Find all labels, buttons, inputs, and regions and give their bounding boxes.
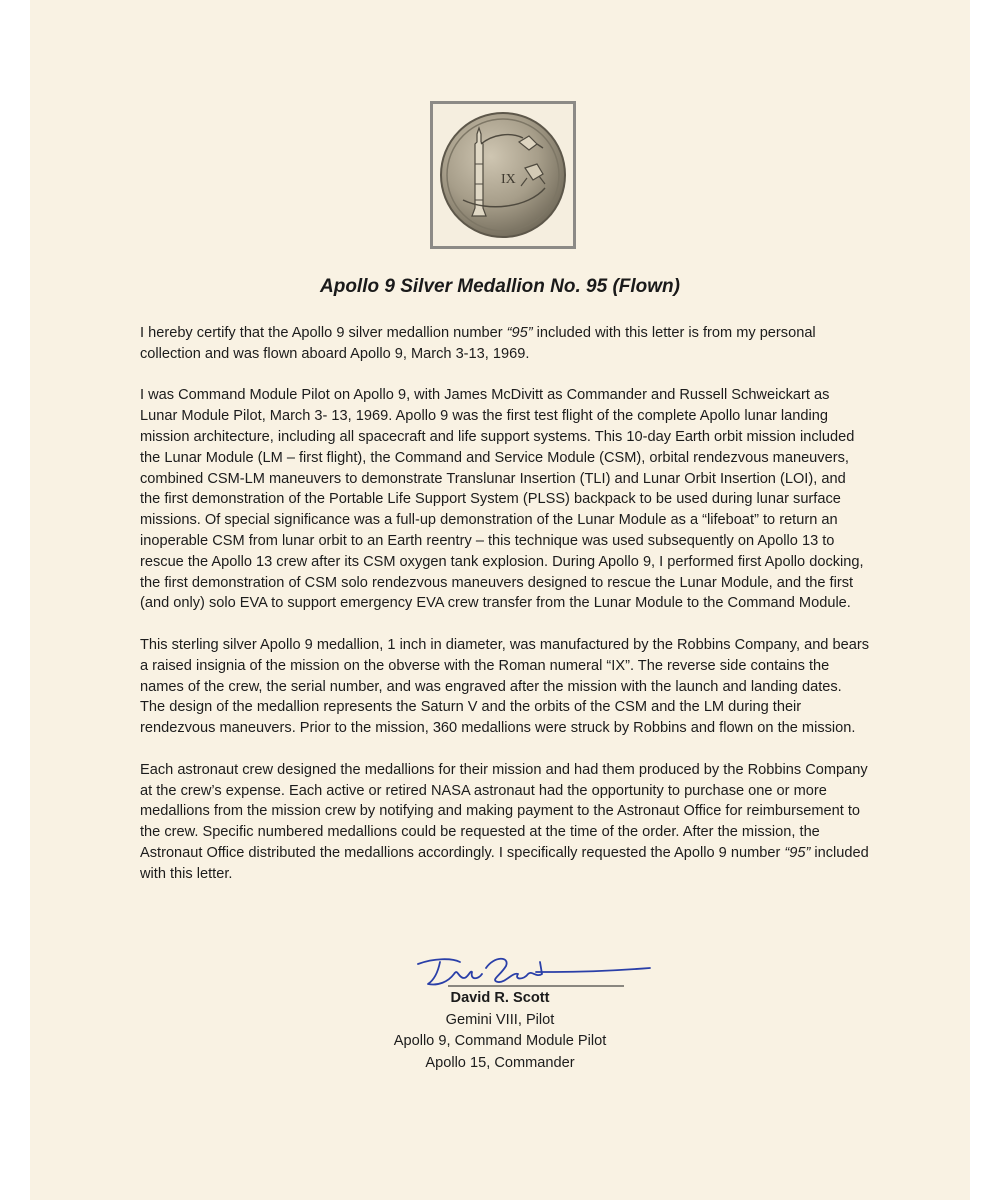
paragraph-certification: I hereby certify that the Apollo 9 silver medallion number “95” included with this letter is from my personal collection and was flown aboard Apollo 9, March 3-13, 1969. (140, 325, 816, 362)
letter-title: Apollo 9 Silver Medallion No. 95 (Flown) (320, 276, 680, 297)
medallion-numeral: IX (501, 172, 516, 187)
signature-block (30, 988, 970, 1074)
signer-role: Gemini VIII, Pilot (445, 1011, 555, 1028)
signer-name: David R. Scott (450, 990, 550, 1006)
signer-role: Apollo 15, Commander (425, 1054, 575, 1071)
paragraph-medallion-description: This sterling silver Apollo 9 medallion, 1 inch in diameter, was manufactured by the Robbins Company, and bears a raised insignia of the mission on the obverse with the Roman numeral “IX”. The reverse side contains the names of the crew, the serial number, and was engraved after the mission with the launch and landing dates. The design of the medallion represents the Saturn V and the orbits of the CSM and the LM during their rendezvous maneuvers. Prior to the mission, 360 medallions were struck by Robbins and flown on the mission. (140, 636, 869, 737)
letter-body (140, 323, 870, 905)
paragraph-mission-history: I was Command Module Pilot on Apollo 9, with James McDivitt as Commander and Russell Schweickart as Lunar Module Pilot, March 3- 13, 1969. Apollo 9 was the first test flight of the complete Apollo lunar landing mission architecture, including all spacecraft and life support systems. This 10-day Earth orbit mission included the Lunar Module (LM – first flight), the Command and Service Module (CSM), orbital rendezvous maneuvers, combined CSM-LM maneuvers to demonstrate Translunar Insertion (TLI) and Lunar Orbit Insertion (LOI), and the first demonstration of the Portable Life Support System (PLSS) backpack to be used during lunar surface missions. Of special significance was a full-up demonstration of the Lunar Module as a “lifeboat” to return an inoperable CSM from lunar orbit to an Earth reentry – this technique was used subsequently on Apollo 13 to rescue the Apollo 13 crew after its CSM oxygen tank explosion. During Apollo 9, I performed first Apollo docking, the first demonstration of CSM solo rendezvous maneuvers designed to rescue the Lunar Module, and the first (and only) solo EVA to support emergency EVA crew transfer from the Lunar Module to the Command Module. (140, 387, 864, 612)
medallion-photo-frame (430, 101, 576, 249)
medallion-image (433, 104, 573, 246)
signer-role: Apollo 9, Command Module Pilot (393, 1033, 607, 1049)
paragraph-purchase-process: Each astronaut crew designed the medallions for their mission and had them produced by the Robbins Company at the crew’s expense. Each active or retired NASA astronaut had the opportunity to purchase one or more medallions from the mission crew by notifying and making payment to the Astronaut Office for reimbursement to the crew. Specific numbered medallions could be requested at the time of the order. After the mission, the Astronaut Office distributed the medallions accordingly. I specifically requested the Apollo 9 number “95” included with this letter. (140, 761, 869, 882)
certificate-sheet (30, 0, 970, 1200)
